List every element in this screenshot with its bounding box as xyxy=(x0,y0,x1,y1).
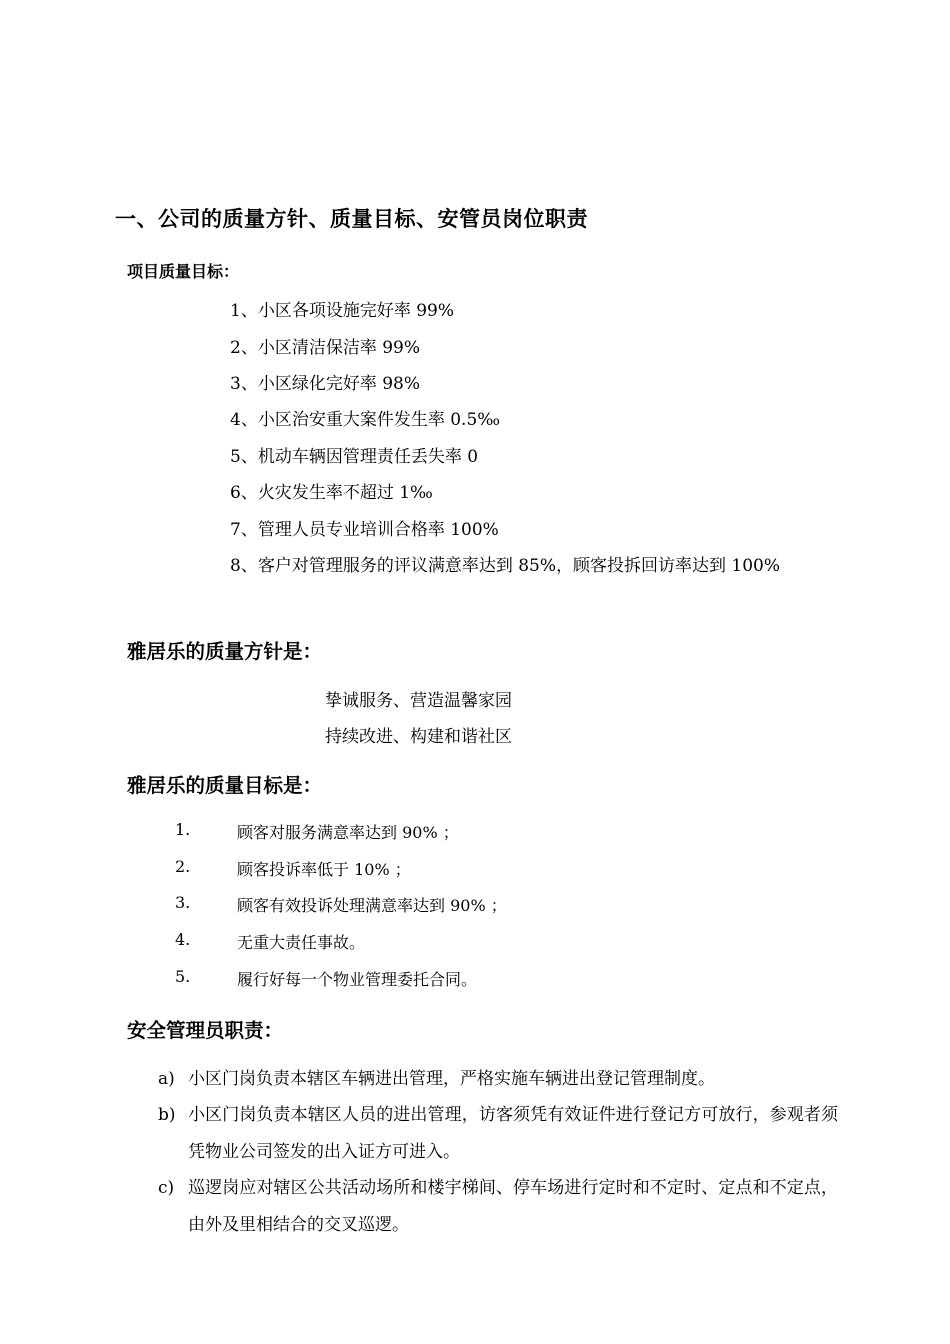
objective-text: 顾客对服务满意率达到 90% ； xyxy=(237,823,459,842)
objective-text: 无重大责任事故。 xyxy=(237,933,366,952)
section-title: 一、公司的质量方针、质量目标、安管员岗位职责 xyxy=(115,206,588,231)
objective-number: 5. xyxy=(175,967,191,986)
project-goal-item: 1、小区各项设施完好率 99% xyxy=(230,301,455,321)
objective-number: 3. xyxy=(175,893,191,912)
project-goal-item: 2、小区清洁保洁率 99% xyxy=(230,338,421,358)
project-goal-item: 5、机动车辆因管理责任丢失率 0 xyxy=(230,447,479,467)
safety-duties-heading: 安全管理员职责： xyxy=(127,1019,284,1042)
project-goal-item: 3、小区绿化完好率 98% xyxy=(230,374,421,394)
project-goals-heading: 项目质量目标： xyxy=(127,262,240,281)
quality-policy-line: 持续改进、构建和谐社区 xyxy=(325,727,512,747)
quality-policy-heading: 雅居乐的质量方针是： xyxy=(127,640,323,663)
duty-text: 小区门岗负责本辖区车辆进出管理，严格实施车辆进出登记管理制度。 xyxy=(188,1069,715,1089)
project-goal-item: 4、小区治安重大案件发生率 0.5‰ xyxy=(230,410,501,430)
duty-text: 小区门岗负责本辖区人员的进出管理，访客须凭有效证件进行登记方可放行，参观者须凭物业公司签发的出入证方可进入。 xyxy=(188,1105,838,1162)
duty-text: 巡逻岗应对辖区公共活动场所和楼宇梯间、停车场进行定时和不定时、定点和不定点，由外及里相结合的交叉巡逻。 xyxy=(188,1178,838,1235)
objective-number: 1. xyxy=(175,820,191,839)
quality-policy-line: 挚诚服务、营造温馨家园 xyxy=(325,691,512,711)
project-goal-item: 6、火灾发生率不超过 1‰ xyxy=(230,483,433,503)
quality-objectives-heading: 雅居乐的质量目标是： xyxy=(127,774,323,797)
project-goal-item: 7、管理人员专业培训合格率 100% xyxy=(230,520,499,540)
objective-text: 顾客有效投诉处理满意率达到 90% ； xyxy=(237,896,507,915)
duty-label: a) xyxy=(158,1069,175,1089)
duty-label: b) xyxy=(158,1105,176,1125)
duty-label: c) xyxy=(158,1178,175,1198)
objective-number: 4. xyxy=(175,930,191,949)
objective-text: 履行好每一个物业管理委托合同。 xyxy=(237,970,478,989)
objective-text: 顾客投诉率低于 10% ； xyxy=(237,860,411,879)
project-goal-item: 8、客户对管理服务的评议满意率达到 85%，顾客投拆回访率达到 100% xyxy=(230,556,781,576)
objective-number: 2. xyxy=(175,857,191,876)
